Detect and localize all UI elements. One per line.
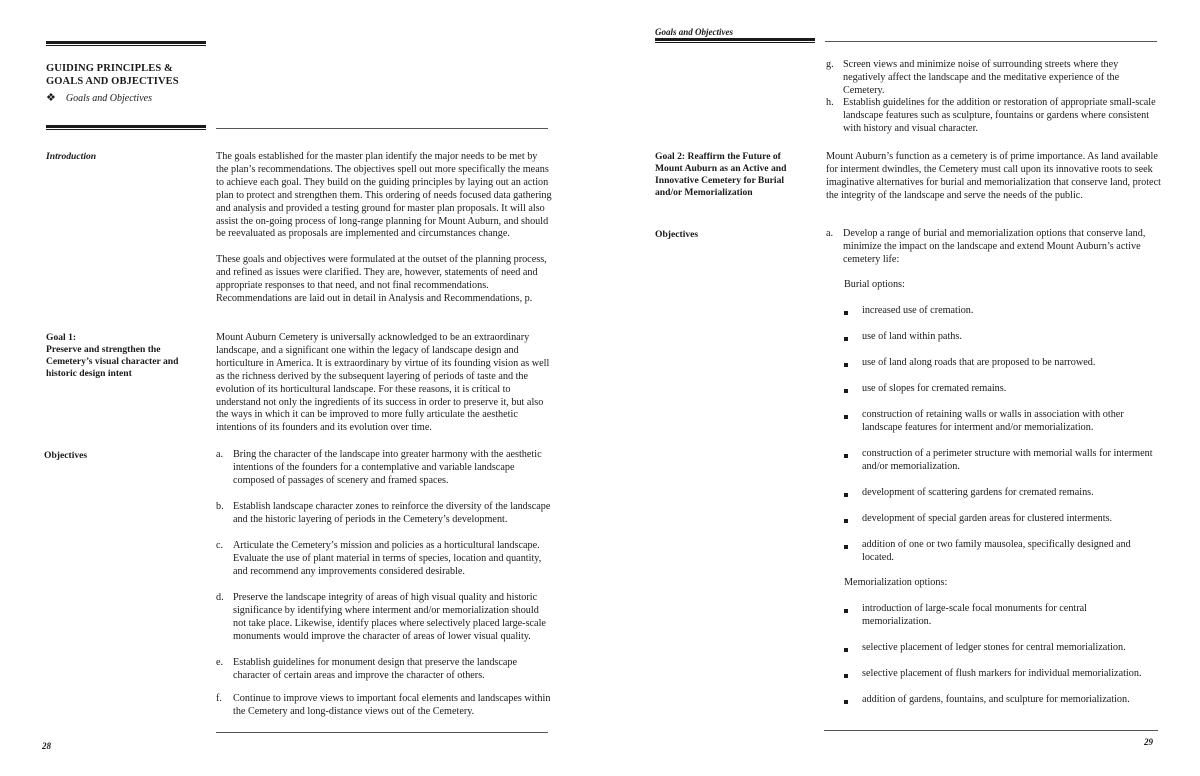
burial-option <box>844 448 1164 474</box>
burial-option <box>844 539 1144 565</box>
square-bullet-icon <box>844 648 848 652</box>
objective-letter: b. <box>216 501 224 512</box>
burial-option <box>844 513 1164 526</box>
option-text: use of slopes for cremated remains. <box>862 383 1007 394</box>
objective-text: Screen views and minimize noise of surrounding streets where they negatively affect the landscape and the meditative experience of the Cemetery. <box>843 59 1120 96</box>
option-text: addition of gardens, fountains, and sculpture for memorialization. <box>862 694 1130 705</box>
option-text: development of special garden areas for clustered interments. <box>862 513 1113 524</box>
introduction-label: Introduction <box>46 151 97 162</box>
option-text: addition of one or two family mausolea, specifically designed and located. <box>862 539 1131 563</box>
intro-paragraph-1: The goals established for the master plan identify the major needs to be met by the plan’s recommendations. The objectives spell out more specifically the means to achieve each goal. They build on the guiding principles by laying out an action plan to protect and strengthen them. This ordering of needs focused data gathering and analysis and provided a testing ground for master plan proposals. It will also assist the on-going process of long-range planning for Mount Auburn, and should be reevaluated as proposals are implemented and circumstances change. <box>216 151 552 240</box>
square-bullet-icon <box>844 389 848 393</box>
bottom-rule <box>824 730 1158 731</box>
square-bullet-icon <box>844 454 848 458</box>
burial-option <box>844 409 1154 435</box>
objective-text: Establish guidelines for monument design that preserve the landscape character of certain areas and improve the character of others. <box>233 657 518 681</box>
square-bullet-icon <box>844 311 848 315</box>
goal1-title: Preserve and strengthen the Cemetery’s visual character and historic design intent <box>46 344 179 379</box>
objective-a2 <box>826 228 1162 267</box>
intro-paragraph-2: These goals and objectives were formulated at the outset of the planning process, and refined as issues were clarified. They are, however, statements of need and appropriate responses to that need, and not final recommendations. Recommendations are laid out in detail in Analysis and Recommendations, p. <box>216 254 547 305</box>
objective-text: Bring the character of the landscape into greater harmony with the aesthetic intentions of the founders for a contemplative and variable landscape composed of passages of scenery and framed spaces. <box>233 449 542 486</box>
introduction-text <box>216 151 552 319</box>
objective-b <box>216 501 552 527</box>
burial-option <box>844 305 1164 318</box>
section-heading <box>46 62 179 88</box>
option-text: development of scattering gardens for cremated remains. <box>862 487 1094 498</box>
objective-text: Continue to improve views to important focal elements and landscapes within the Cemetery and long-distance views out of the Cemetery. <box>233 693 551 717</box>
option-text: increased use of cremation. <box>862 305 974 316</box>
goal1-label <box>46 332 186 380</box>
objective-letter: h. <box>826 97 834 108</box>
memorialization-option <box>844 642 1174 655</box>
square-bullet-icon <box>844 493 848 497</box>
top-rule <box>825 41 1157 42</box>
objective-letter: d. <box>216 592 224 603</box>
objective-g <box>826 59 1162 98</box>
bottom-rule <box>216 732 548 733</box>
burial-option <box>844 487 1164 500</box>
option-text: use of land along roads that are proposed to be narrowed. <box>862 357 1096 368</box>
running-head: Goals and Objectives <box>655 27 733 37</box>
objectives-label: Objectives <box>44 450 88 461</box>
objective-f <box>216 693 552 719</box>
objective-a <box>216 449 552 488</box>
objective-text: Develop a range of burial and memorialization options that conserve land, minimize the impact on the landscape and extend Mount Auburn’s active cemetery life: <box>843 228 1146 265</box>
square-bullet-icon <box>844 337 848 341</box>
square-bullet-icon <box>844 363 848 367</box>
goal1-number: Goal 1: <box>46 332 77 343</box>
section-rule <box>216 128 548 129</box>
option-text: construction of a perimeter structure with memorial walls for interment and/or memorialization. <box>862 448 1153 472</box>
objective-text: Articulate the Cemetery’s mission and policies as a horticultural landscape. Evaluate the use of plant material in terms of species, location and quantity, and recommend any improvements considered desirable. <box>233 540 542 577</box>
right-page <box>600 0 1200 776</box>
heading-line-2: GOALS AND OBJECTIVES <box>46 76 179 87</box>
goal2-text: Mount Auburn’s function as a cemetery is of prime importance. As land available for interment dwindles, the Cemetery must call upon its innovative roots to seek imaginative alternatives for burial and memorialization that conserve land, protect the integrity of the landscape and serve the needs of the public. <box>826 151 1161 201</box>
option-text: selective placement of ledger stones for central memorialization. <box>862 642 1126 653</box>
goal2-label: Goal 2: Reaffirm the Future of Mount Auburn as an Active and Innovative Cemetery for Burial and/or Memorialization <box>655 151 787 198</box>
square-bullet-icon <box>844 545 848 549</box>
objective-e <box>216 657 552 683</box>
square-bullet-icon <box>844 415 848 419</box>
fleuron-icon: ❖ <box>46 92 56 104</box>
objective-letter: a. <box>216 449 224 460</box>
objective-letter: e. <box>216 657 224 668</box>
page-number: 28 <box>42 741 51 751</box>
objective-d <box>216 592 552 644</box>
burial-option <box>844 331 1164 344</box>
objective-letter: c. <box>216 540 224 551</box>
square-bullet-icon <box>844 519 848 523</box>
option-text: introduction of large-scale focal monuments for central memorialization. <box>862 603 1087 627</box>
objective-h <box>826 97 1162 136</box>
heading-line-1: GUIDING PRINCIPLES & <box>46 63 173 74</box>
memorialization-option <box>844 694 1174 707</box>
subhead-text: Goals and Objectives <box>65 93 152 104</box>
objective-text: Establish guidelines for the addition or restoration of appropriate small-scale landscape features such as sculpture, fountains or gardens where consistent with history and visual character. <box>843 97 1156 134</box>
objective-text: Preserve the landscape integrity of areas of high visual quality and historic significance by identifying where interment and/or memorialization should not take place. Likewise, identify places where selectively placed large-scale monuments would improve the character of areas of lower visual quality. <box>233 592 546 642</box>
objective-c <box>216 540 552 579</box>
square-bullet-icon <box>844 609 848 613</box>
memorialization-option <box>844 603 1134 629</box>
memorialization-options-label: Memorialization options: <box>844 577 948 588</box>
objective-letter: g. <box>826 59 834 70</box>
top-double-rule <box>655 38 815 46</box>
goal1-text: Mount Auburn Cemetery is universally acknowledged to be an extraordinary landscape, and a significant one within the legacy of landscape design and horticulture in America. It is extraordinary by virtue of its founding vision as well as the richness derived by the subsequent layering of periods of taste and the evolution of its horticultural landscape. For these reasons, it is critical to understand not only the ingredients of its success in order to preserve it, but also the ways in which it can be improved to more fully articulate the aesthetic intentions of its founders and its evolution over time. <box>216 332 550 434</box>
objective-letter: f. <box>216 693 222 704</box>
objective-letter: a. <box>826 228 834 239</box>
top-double-rule <box>46 41 206 49</box>
memorialization-option <box>844 668 1174 681</box>
burial-options-label: Burial options: <box>844 279 905 290</box>
square-bullet-icon <box>844 674 848 678</box>
burial-option <box>844 383 1164 396</box>
objectives-label: Objectives <box>655 229 699 240</box>
objective-text: Establish landscape character zones to reinforce the diversity of the landscape and the historic layering of periods in the Cemetery’s development. <box>233 501 551 525</box>
option-text: use of land within paths. <box>862 331 962 342</box>
option-text: construction of retaining walls or walls in association with other landscape features for interment and/or memorialization. <box>862 409 1124 433</box>
subhead <box>46 91 152 104</box>
burial-option <box>844 357 1164 370</box>
square-bullet-icon <box>844 700 848 704</box>
section-double-rule <box>46 125 206 133</box>
page-number: 29 <box>1144 737 1153 747</box>
option-text: selective placement of flush markers for individual memorialization. <box>862 668 1142 679</box>
